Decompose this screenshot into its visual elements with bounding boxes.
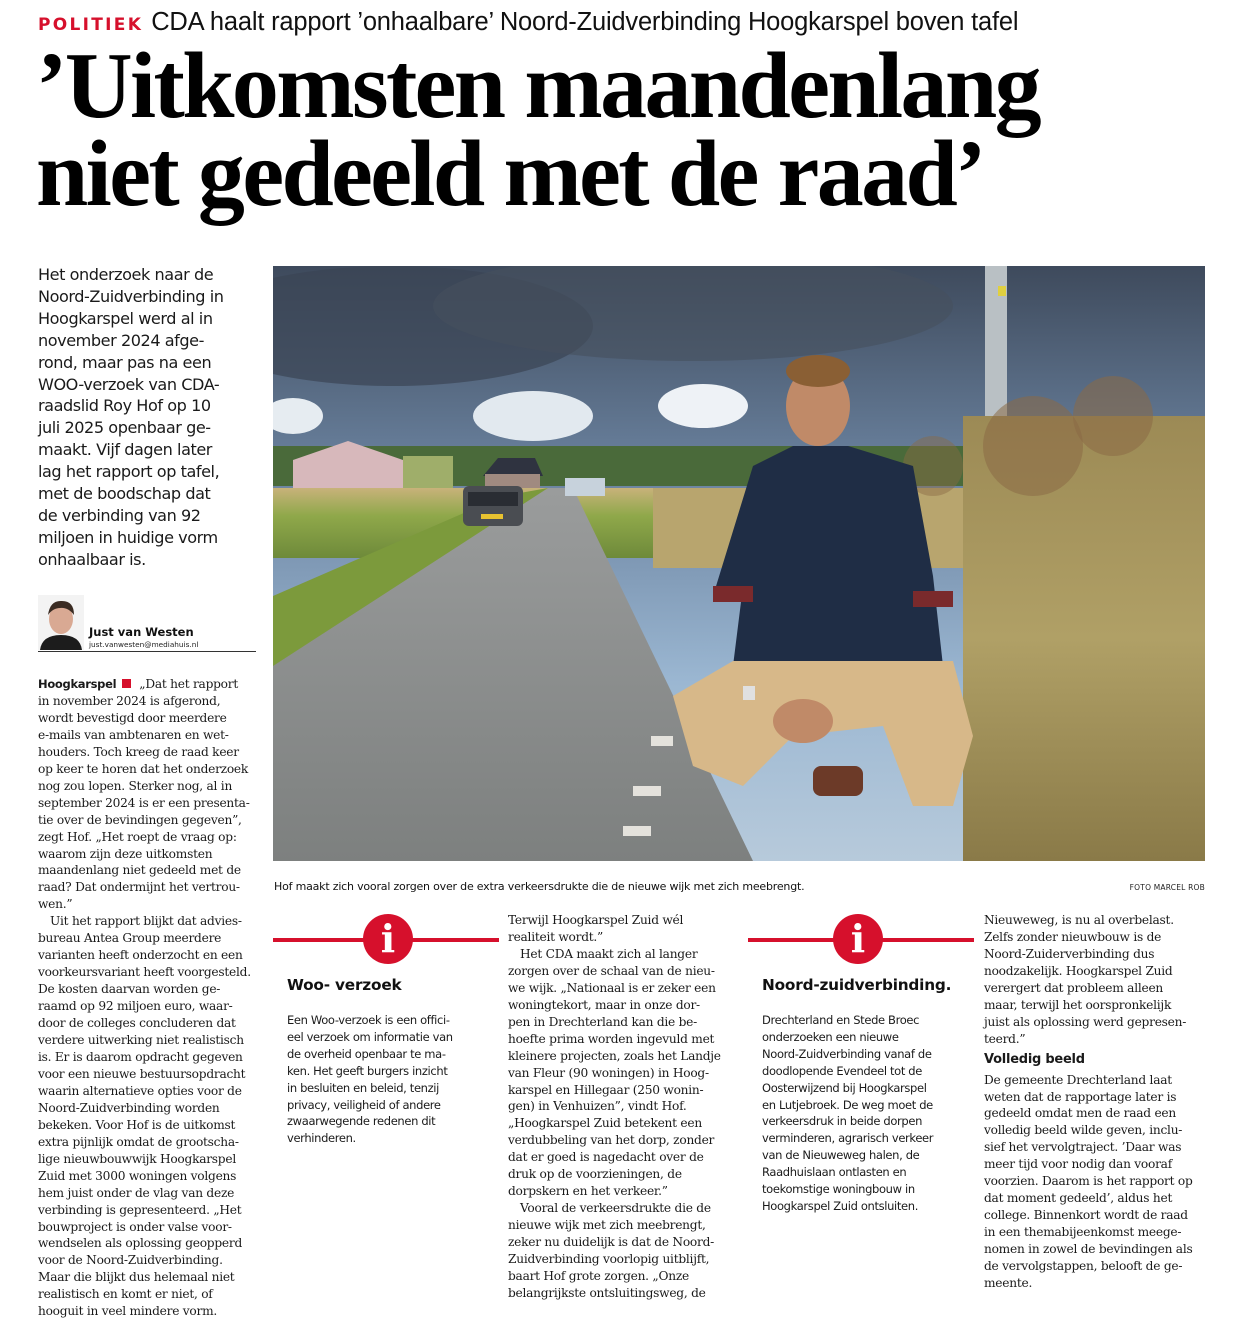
- body-line: baart Hof grote zorgen. „Onze: [508, 1269, 689, 1284]
- intro-line: juli 2025 openbaar ge-: [38, 418, 211, 438]
- body-line: Uit het rapport blijkt dat advies-: [50, 914, 242, 929]
- body-line: voor een nieuwe bestuursopdracht: [38, 1066, 246, 1081]
- body-line: meente.: [984, 1276, 1033, 1291]
- intro-line: maakt. Vijf dagen later: [38, 440, 212, 460]
- body-line: hooguit in veel mindere vorm.: [38, 1304, 218, 1319]
- body-line: raad? Dat ondermijnt het vertrou-: [38, 880, 240, 895]
- infobox-text: [287, 1012, 453, 1147]
- body-line: raamd op 92 miljoen euro, waar-: [38, 999, 233, 1014]
- body-line: nog zou lopen. Sterker nog, al in: [38, 778, 233, 793]
- body-column-1: [38, 676, 268, 1320]
- infobox-line: onderzoeken een nieuwe: [762, 1029, 899, 1044]
- body-line: verdere uitwerking niet realistisch: [38, 1033, 244, 1048]
- body-line: volledig beeld wilde geven, inclu-: [984, 1123, 1183, 1138]
- body-line: zeker nu duidelijk is dat de Noord-: [508, 1235, 714, 1250]
- infobox-line: van de Nieuweweg halen, de: [762, 1148, 920, 1163]
- body-line: de vervolgstappen, belooft de ge-: [984, 1259, 1183, 1274]
- infobox-line: privacy, veiligheid of andere: [287, 1097, 441, 1112]
- body-line: maandenlang niet gedeeld met de: [38, 863, 241, 878]
- body-line: gedeeld omdat men de raad een: [984, 1106, 1176, 1121]
- body-line: voorkeursvariant heeft voorgesteld.: [38, 965, 251, 980]
- infobox-text: [762, 1012, 933, 1215]
- body-line: nomen in zowel de bevindingen als: [984, 1242, 1193, 1257]
- body-line: realiteit wordt.”: [508, 929, 604, 944]
- infobox-line: verminderen, agrarisch verkeer: [762, 1131, 934, 1146]
- body-line: Vooral de verkeersdrukte die de: [520, 1201, 711, 1216]
- body-line: waarom zijn deze uitkomsten: [38, 846, 213, 861]
- body-line: wendselen als oplossing geopperd: [38, 1236, 242, 1251]
- body-line: houders. Toch kreeg de raad keer: [38, 744, 239, 759]
- intro-line: raadslid Roy Hof op 10: [38, 396, 211, 416]
- info-icon: i: [363, 914, 413, 964]
- author-avatar: [38, 595, 84, 650]
- body-line: wordt bevestigd door meerdere: [38, 710, 227, 725]
- body-line: Nieuweweg, is nu al overbelast.: [984, 913, 1174, 927]
- body-line: door de colleges concluderen dat: [38, 1016, 236, 1031]
- kicker-subtitle: CDA haalt rapport ’onhaalbare’ Noord-Zuidverbinding Hoogkarspel boven tafel: [151, 8, 1019, 36]
- body-line: Zelfs zonder nieuwbouw is de: [984, 929, 1162, 944]
- infobox-title: Noord-zuidverbinding.: [762, 976, 952, 994]
- headline: [36, 34, 1226, 226]
- body-column-3: [508, 912, 743, 1302]
- body-line: bouwproject is onder valse voor-: [38, 1219, 232, 1234]
- body-line: op keer te horen dat het onderzoek: [38, 761, 249, 776]
- body-line: zegt Hof. „Het roept de vraag op:: [38, 829, 237, 844]
- body-line: sief het vervolgtraject. ’Daar was: [984, 1140, 1182, 1155]
- intro-line: miljoen in huidige vorm: [38, 527, 218, 547]
- infobox-line: Oosterwijzend bij Hoogkarspel: [762, 1080, 927, 1095]
- body-line: karspel en Hillegaar (250 wonin-: [508, 1082, 704, 1097]
- intro-line: rond, maar pas na een: [38, 352, 212, 372]
- body-line: teerd.”: [984, 1031, 1026, 1046]
- headline-line: niet gedeeld met de raad’: [36, 122, 984, 226]
- intro-line: de verbinding van 92: [38, 505, 201, 525]
- intro-line: lag het rapport op tafel,: [38, 462, 220, 482]
- body-line: van Fleur (90 woningen) in Hoog-: [508, 1065, 709, 1080]
- body-line: college. Binnenkort wordt de raad: [984, 1208, 1188, 1223]
- body-line: bureau Antea Group meerdere: [38, 931, 222, 946]
- photo-caption: Hof maakt zich vooral zorgen over de extra verkeersdrukte die de nieuwe wijk met zich meebrengt.: [274, 880, 805, 893]
- body-line: we wijk. „Nationaal is er zeker een: [508, 980, 716, 995]
- infobox-title: Woo- verzoek: [287, 976, 402, 994]
- body-line: in november 2024 is afgerond,: [38, 693, 221, 708]
- intro-line: Hoogkarspel werd al in: [38, 308, 213, 328]
- body-line: dat moment gedeeld’, aldus het: [984, 1191, 1173, 1206]
- infobox-line: Drechterland en Stede Broec: [762, 1013, 920, 1027]
- body-line: dat er goed is nagedacht over de: [508, 1150, 704, 1165]
- intro-line: november 2024 afge-: [38, 330, 204, 350]
- body-line: verergert dat probleem alleen: [984, 980, 1164, 995]
- body-line: meer tijd voor nodig dan vooraf: [984, 1157, 1172, 1172]
- body-line: in een themabijeenkomst meege-: [984, 1225, 1182, 1240]
- info-icon: i: [833, 914, 883, 964]
- section-label: POLITIEK: [38, 15, 144, 35]
- body-line: zorgen over de schaal van de nieu-: [508, 963, 715, 978]
- body-line: Noord-Zuidverbinding worden: [38, 1100, 220, 1115]
- infobox-line: Noord-Zuidverbinding vanaf de: [762, 1046, 932, 1061]
- body-line: pen in Drechterland kan die be-: [508, 1014, 698, 1029]
- infobox-line: toekomstige woningbouw in: [762, 1182, 915, 1197]
- photo-credit: FOTO MARCEL ROB: [1129, 883, 1205, 892]
- body-line: De kosten daarvan worden ge-: [38, 982, 221, 997]
- body-line: Het CDA maakt zich al langer: [520, 946, 698, 961]
- body-line: Zuid met 3000 woningen volgens: [38, 1168, 237, 1183]
- infobox-line: Hoogkarspel Zuid ontsluiten.: [762, 1198, 919, 1213]
- body-line: „Hoogkarspel Zuid betekent een: [508, 1116, 702, 1131]
- infobox-line: verkeersdruk in beide dorpen: [762, 1114, 923, 1129]
- infobox-line: doodlopende Evendeel tot de: [762, 1063, 922, 1078]
- author-byline: [38, 595, 256, 652]
- body-line: nieuwe wijk met zich meebrengt,: [508, 1218, 706, 1233]
- infobox-line: de overheid openbaar te ma-: [287, 1046, 446, 1061]
- dateline: Hoogkarspel: [38, 677, 117, 691]
- body-line: kleinere projecten, zoals het Landje: [508, 1048, 721, 1063]
- body-line: voorzien. Daarom is het rapport op: [984, 1174, 1193, 1189]
- body-line: waarin alternatieve opties voor de: [38, 1083, 242, 1098]
- intro-line: met de boodschap dat: [38, 484, 211, 504]
- infobox-line: en Lutjebroek. De weg moet de: [762, 1097, 933, 1112]
- body-line: woningtekort, maar in onze dor-: [508, 997, 700, 1012]
- red-square-icon: [122, 679, 131, 688]
- body-line: voor de Noord-Zuidverbinding.: [38, 1253, 223, 1268]
- body-line: extra pijnlijk omdat de grootscha-: [38, 1134, 239, 1149]
- body-line: juist als oplossing werd gepresen-: [984, 1014, 1187, 1029]
- body-line: belangrijkste ontsluitingsweg, de: [508, 1285, 706, 1300]
- infobox-line: zwaarwegende redenen dit: [287, 1114, 436, 1129]
- body-line: hoefte prima worden ingevuld met: [508, 1031, 715, 1046]
- intro-line: Het onderzoek naar de: [38, 265, 214, 284]
- body-line: verbinding is gepresenteerd. „Het: [38, 1202, 242, 1217]
- body-line: druk op de voorzieningen, de: [508, 1167, 682, 1182]
- author-name: Just van Westen: [89, 625, 194, 639]
- body-line: september 2024 is er een presenta-: [38, 795, 250, 810]
- headline-line: ’Uitkomsten maandenlang: [36, 34, 1040, 138]
- body-line: Maar die blijkt dus helemaal niet: [38, 1270, 235, 1285]
- subheading: Volledig beeld: [984, 1051, 1085, 1067]
- body-line: Terwijl Hoogkarspel Zuid wél: [508, 913, 684, 927]
- infobox-line: ken. Het geeft burgers inzicht: [287, 1063, 448, 1078]
- infobox-line: in besluiten en beleid, tenzij: [287, 1080, 439, 1095]
- body-line: realistisch en komt er niet, of: [38, 1287, 213, 1302]
- body-line: Hoogkarspel „Dat het rapport: [38, 677, 238, 691]
- body-line: weten dat de rapportage later is: [984, 1089, 1177, 1104]
- body-line: Zuidverbinding voorlopig uitblijft,: [508, 1252, 710, 1267]
- body-line: noodzakelijk. Hoogkarspel Zuid: [984, 963, 1173, 978]
- infobox-line: Een Woo-verzoek is een offici-: [287, 1013, 450, 1027]
- body-line: gen) in Venhuizen”, vindt Hof.: [508, 1099, 687, 1114]
- body-line: hem juist onder de vlag van deze: [38, 1185, 235, 1200]
- body-line: wen.”: [38, 897, 73, 912]
- body-line: De gemeente Drechterland laat: [984, 1072, 1172, 1087]
- body-line: Noord-Zuiderverbinding dus: [984, 946, 1155, 961]
- author-email[interactable]: just.vanwesten@mediahuis.nl: [89, 640, 199, 649]
- body-line: verdubbeling van het dorp, zonder: [508, 1133, 715, 1148]
- body-line: dorpskern en het verkeer.”: [508, 1184, 668, 1199]
- body-line: tie over de bevindingen gegeven”,: [38, 812, 242, 827]
- body-column-5: [984, 912, 1216, 1292]
- body-line: lige nieuwbouwwijk Hoogkarspel: [38, 1151, 236, 1166]
- intro-line: onhaalbaar is.: [38, 549, 146, 569]
- body-line: maar, terwijl het oorspronkelijk: [984, 997, 1172, 1012]
- article-photo: [273, 266, 1205, 861]
- infobox-line: Raadhuislaan ontlasten en: [762, 1165, 907, 1180]
- intro-line: Noord-Zuidverbinding in: [38, 286, 224, 306]
- infobox-line: eel verzoek om informatie van: [287, 1029, 453, 1044]
- intro-paragraph: [38, 264, 268, 571]
- infobox-line: verhinderen.: [287, 1131, 356, 1146]
- body-line: e-mails van ambtenaren en wet-: [38, 727, 229, 742]
- body-line: is. Er is daarom opdracht gegeven: [38, 1049, 243, 1064]
- body-line: varianten heeft onderzocht en een: [38, 948, 243, 963]
- intro-line: WOO-verzoek van CDA-: [38, 374, 220, 394]
- body-line: bekeken. Voor Hof is de uitkomst: [38, 1117, 236, 1132]
